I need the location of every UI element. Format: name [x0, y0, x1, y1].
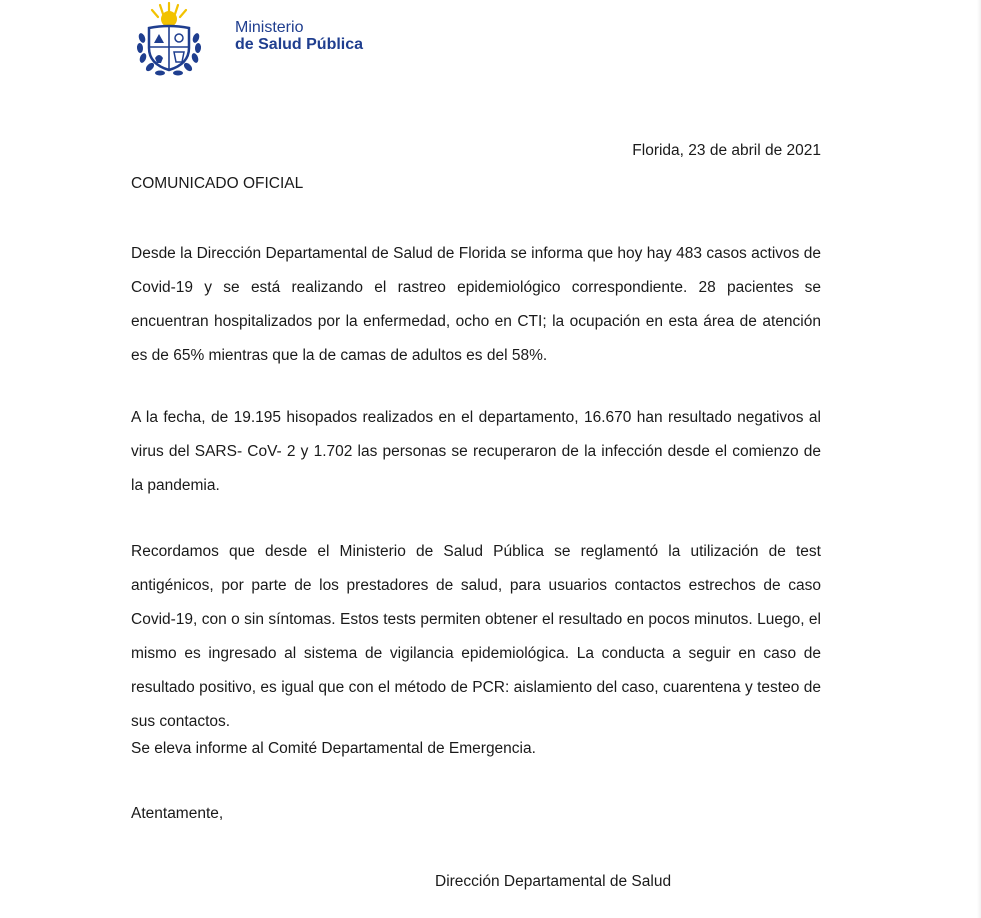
letter-closing: Atentamente, — [131, 805, 224, 822]
letter-signature: Dirección Departamental de Salud — [435, 873, 672, 890]
uruguay-coat-of-arms-icon — [133, 0, 205, 78]
paragraph-cases: Desde la Dirección Departamental de Salud de Florida se informa que hoy hay 483 casos activos de Covid-19 y se está realizando el rastreo epidemiológico correspondiente. 28 pacientes se encuentran hospitalizados por la enfermedad, ocho en CTI; la ocupación en esta área de atención es de 65% mientras que la de camas de adultos es del 58%. — [131, 245, 821, 364]
ministry-logo-text — [235, 19, 363, 53]
letter-date: Florida, 23 de abril de 2021 — [632, 142, 821, 159]
letter-subject: COMUNICADO OFICIAL — [131, 175, 304, 192]
paragraph-antigen-tests: Recordamos que desde el Ministerio de Salud Pública se reglamentó la utilización de test antigénicos, por parte de los prestadores de salud, para usuarios contactos estrechos de caso Covid-19, con o sin síntomas. Estos tests permiten obtener el resultado en pocos minutos. Luego, el mismo es ingresado al sistema de vigilancia epidemiológica. La conducta a seguir en caso de resultado positivo, es igual que con el método de PCR: aislamiento del caso, cuarentena y testeo de sus contactos. — [131, 543, 821, 730]
paragraph-tests: A la fecha, de 19.195 hisopados realizados en el departamento, 16.670 han resultado negativos al virus del SARS- CoV- 2 y 1.702 las personas se recuperaron de la infección desde el comienzo de la pandemia. — [131, 409, 821, 494]
ministry-name-line2: de Salud Pública — [235, 36, 364, 53]
paragraph-report: Se eleva informe al Comité Departamental de Emergencia. — [131, 740, 536, 757]
page-edge-shadow — [977, 0, 981, 918]
ministry-name-line1: Ministerio — [235, 19, 304, 36]
